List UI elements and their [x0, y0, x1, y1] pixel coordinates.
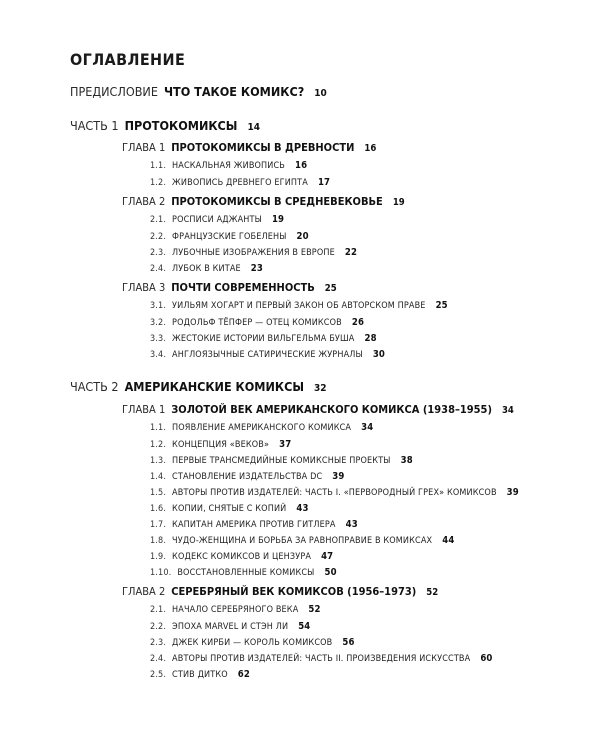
section-number: 1.9. — [150, 552, 167, 562]
entry-title: ПОЧТИ СОВРЕМЕННОСТЬ — [171, 281, 315, 294]
entry-prefix: ГЛАВА 2 — [122, 585, 166, 598]
entry-title: НАСКАЛЬНАЯ ЖИВОПИСЬ — [172, 161, 285, 171]
section-number: 1.6. — [150, 504, 167, 514]
page-number: 26 — [351, 317, 365, 328]
section-number: 1.8. — [150, 536, 167, 546]
page-number: 34 — [501, 405, 514, 416]
toc-entry-section[interactable] — [150, 423, 373, 433]
entry-title: ПРОТОКОМИКСЫ В ДРЕВНОСТИ — [171, 141, 355, 154]
page-number: 22 — [344, 247, 358, 258]
toc-entry-section[interactable] — [150, 638, 355, 648]
page-number: 16 — [295, 160, 308, 171]
page-number: 23 — [250, 263, 263, 274]
entry-title: ЭПОХА MARVEL И СТЭН ЛИ — [172, 622, 289, 632]
toc-entry-section[interactable] — [150, 605, 321, 615]
page-number: 43 — [296, 503, 309, 514]
entry-title: ЖИВОПИСЬ ДРЕВНЕГО ЕГИПТА — [172, 178, 308, 188]
entry-title: РОДОЛЬФ ТЁПФЕР — ОТЕЦ КОМИКСОВ — [172, 318, 342, 328]
page-number: 16 — [364, 143, 377, 154]
section-number: 1.5. — [150, 488, 167, 498]
entry-title: ПОЯВЛЕНИЕ АМЕРИКАНСКОГО КОМИКСА — [172, 423, 352, 433]
toc-entry-chapter[interactable] — [122, 282, 337, 294]
entry-title: ЖЕСТОКИЕ ИСТОРИИ ВИЛЬГЕЛЬМА БУША — [172, 334, 355, 344]
toc-entry-section[interactable] — [150, 472, 344, 482]
entry-title: ПЕРВЫЕ ТРАНСМЕДИЙНЫЕ КОМИКСНЫЕ ПРОЕКТЫ — [172, 456, 391, 466]
entry-prefix: ЧАСТЬ 2 — [70, 379, 119, 394]
page-number: 17 — [317, 177, 331, 188]
toc-entry-section[interactable] — [150, 264, 263, 274]
entry-title: АВТОРЫ ПРОТИВ ИЗДАТЕЛЕЙ: ЧАСТЬ II. ПРОИЗВЕДЕНИЯ ИСКУССТВА — [172, 654, 471, 664]
toc-entry-section[interactable] — [150, 215, 284, 225]
entry-title: СТАНОВЛЕНИЕ ИЗДАТЕЛЬСТВА DC — [172, 472, 323, 482]
toc-entry-part[interactable] — [70, 381, 327, 394]
page-number: 52 — [308, 604, 321, 615]
toc-entry-preface[interactable] — [70, 86, 327, 99]
section-number: 1.10. — [150, 568, 172, 578]
section-number: 3.3. — [150, 334, 167, 344]
section-number: 2.4. — [150, 654, 167, 664]
page-number: 19 — [392, 197, 405, 208]
entry-prefix: ГЛАВА 3 — [122, 281, 166, 294]
page-number: 60 — [480, 653, 493, 664]
entry-title: УИЛЬЯМ ХОГАРТ И ПЕРВЫЙ ЗАКОН ОБ АВТОРСКОМ ПРАВЕ — [172, 301, 426, 311]
toc-entry-section[interactable] — [150, 504, 309, 514]
page-number: 20 — [296, 231, 309, 242]
entry-title: ПРОТОКОМИКСЫ В СРЕДНЕВЕКОВЬЕ — [171, 195, 383, 208]
entry-title: ЧУДО-ЖЕНЩИНА И БОРЬБА ЗА РАВНОПРАВИЕ В КОМИКСАХ — [172, 536, 433, 546]
toc-entry-section[interactable] — [150, 350, 385, 360]
toc-entry-section[interactable] — [150, 622, 310, 632]
toc-entry-chapter[interactable] — [122, 586, 438, 598]
entry-title: КОНЦЕПЦИЯ «ВЕКОВ» — [172, 440, 270, 450]
entry-title: ЛУБОЧНЫЕ ИЗОБРАЖЕНИЯ В ЕВРОПЕ — [172, 248, 335, 258]
toc-entry-section[interactable] — [150, 301, 448, 311]
page-number: 28 — [364, 333, 377, 344]
section-number: 3.4. — [150, 350, 167, 360]
toc-entry-section[interactable] — [150, 536, 454, 546]
section-number: 3.1. — [150, 301, 167, 311]
page-number: 44 — [442, 535, 455, 546]
toc-entry-part[interactable] — [70, 120, 260, 133]
toc-entry-section[interactable] — [150, 520, 358, 530]
entry-title: АВТОРЫ ПРОТИВ ИЗДАТЕЛЕЙ: ЧАСТЬ I. «ПЕРВОРОДНЫЙ ГРЕХ» КОМИКСОВ — [172, 488, 497, 498]
section-number: 2.3. — [150, 638, 167, 648]
entry-prefix: ГЛАВА 2 — [122, 195, 166, 208]
entry-title: ВОССТАНОВЛЕННЫЕ КОМИКСЫ — [177, 568, 315, 578]
entry-prefix: ЧАСТЬ 1 — [70, 118, 119, 133]
toc-entry-chapter[interactable] — [122, 142, 376, 154]
toc-entry-section[interactable] — [150, 232, 309, 242]
page-number: 39 — [332, 471, 345, 482]
page-number: 25 — [324, 283, 337, 294]
page-number: 52 — [426, 587, 439, 598]
page-number: 54 — [298, 621, 311, 632]
toc-entry-section[interactable] — [150, 552, 333, 562]
section-number: 1.2. — [150, 178, 167, 188]
toc-title: ОГЛАВЛЕНИЕ — [70, 50, 186, 69]
section-number: 1.1. — [150, 161, 167, 171]
entry-title: СЕРЕБРЯНЫЙ ВЕК КОМИКСОВ (1956–1973) — [171, 585, 417, 598]
page-number: 56 — [342, 637, 355, 648]
section-number: 2.1. — [150, 215, 167, 225]
page-number: 62 — [237, 669, 250, 680]
toc-entry-section[interactable] — [150, 318, 364, 328]
section-number: 1.4. — [150, 472, 167, 482]
section-number: 1.7. — [150, 520, 167, 530]
toc-entry-section[interactable] — [150, 178, 330, 188]
entry-title: КОДЕКС КОМИКСОВ И ЦЕНЗУРА — [172, 552, 312, 562]
page-number: 50 — [324, 567, 337, 578]
section-number: 3.2. — [150, 318, 167, 328]
page-number: 38 — [400, 455, 413, 466]
section-number: 2.4. — [150, 264, 167, 274]
section-number: 1.3. — [150, 456, 167, 466]
toc-entry-chapter[interactable] — [122, 196, 405, 208]
entry-title: ЗОЛОТОЙ ВЕК АМЕРИКАНСКОГО КОМИКСА (1938–1955) — [171, 403, 492, 416]
entry-title: РОСПИСИ АДЖАНТЫ — [172, 215, 262, 225]
entry-title: КОПИИ, СНЯТЫЕ С КОПИЙ — [172, 504, 287, 514]
entry-title: КАПИТАН АМЕРИКА ПРОТИВ ГИТЛЕРА — [172, 520, 336, 530]
section-number: 2.1. — [150, 605, 167, 615]
entry-prefix: ГЛАВА 1 — [122, 141, 166, 154]
entry-prefix: ПРЕДИСЛОВИЕ — [70, 84, 158, 99]
section-number: 2.2. — [150, 622, 167, 632]
toc-entry-section[interactable] — [150, 670, 250, 680]
section-number: 1.1. — [150, 423, 167, 433]
toc-entry-chapter[interactable] — [122, 404, 514, 416]
toc-entry-section[interactable] — [150, 488, 519, 498]
page-number: 34 — [361, 422, 374, 433]
toc-entry-section[interactable] — [150, 334, 377, 344]
page-number: 37 — [279, 439, 292, 450]
toc-entry-section[interactable] — [150, 248, 357, 258]
toc-entry-section[interactable] — [150, 654, 493, 664]
toc-entry-section[interactable] — [150, 440, 291, 450]
section-number: 2.3. — [150, 248, 167, 258]
entry-title: АМЕРИКАНСКИЕ КОМИКСЫ — [124, 379, 305, 394]
toc-entry-section[interactable] — [150, 568, 337, 578]
entry-title: АНГЛОЯЗЫЧНЫЕ САТИРИЧЕСКИЕ ЖУРНАЛЫ — [172, 350, 363, 360]
page-number: 19 — [271, 214, 285, 225]
entry-title: НАЧАЛО СЕРЕБРЯНОГО ВЕКА — [172, 605, 299, 615]
page-number: 32 — [314, 383, 327, 394]
entry-title: ЛУБОК В КИТАЕ — [172, 264, 241, 274]
page-number: 47 — [321, 551, 334, 562]
entry-title: ПРОТОКОМИКСЫ — [124, 118, 238, 133]
page-number: 30 — [372, 349, 386, 360]
entry-title: ДЖЕК КИРБИ — КОРОЛЬ КОМИКСОВ — [172, 638, 333, 648]
toc-entry-section[interactable] — [150, 456, 413, 466]
toc-entry-section[interactable] — [150, 161, 307, 171]
entry-prefix: ГЛАВА 1 — [122, 403, 166, 416]
page-number: 14 — [247, 122, 260, 133]
page-number: 25 — [435, 300, 448, 311]
page-number: 39 — [506, 487, 519, 498]
entry-title: ФРАНЦУЗСКИЕ ГОБЕЛЕНЫ — [172, 232, 287, 242]
entry-title: ЧТО ТАКОЕ КОМИКС? — [163, 84, 305, 99]
page-number: 10 — [314, 88, 327, 99]
entry-title: СТИВ ДИТКО — [172, 670, 228, 680]
section-number: 2.5. — [150, 670, 167, 680]
section-number: 1.2. — [150, 440, 167, 450]
page-number: 43 — [345, 519, 358, 530]
section-number: 2.2. — [150, 232, 167, 242]
